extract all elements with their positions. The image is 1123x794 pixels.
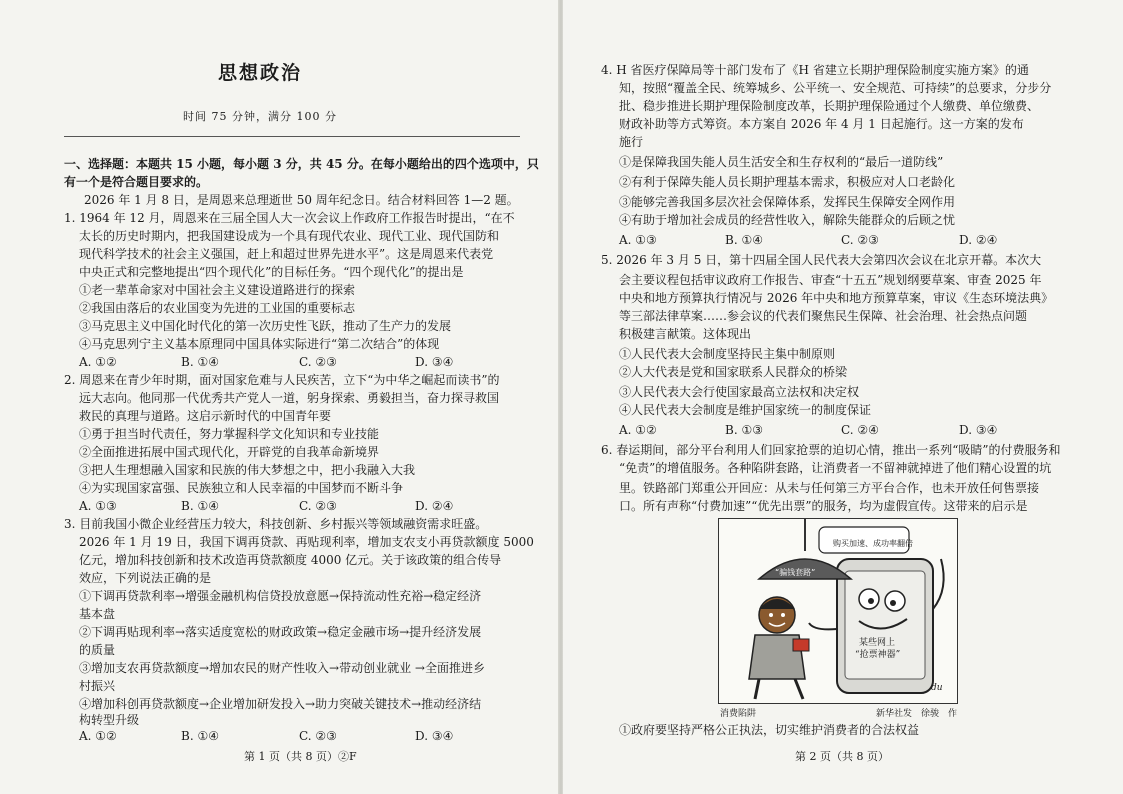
question-item: ③能够完善我国多层次社会保障体系，发挥民生保障安全网作用 bbox=[619, 195, 956, 209]
question-stem: 6. 春运期间，部分平台利用人们回家抢票的迫切心情，推出一系列“吸睛”的付费服务和 bbox=[601, 443, 1061, 457]
page-title: 思想政治 bbox=[217, 62, 302, 84]
option-c[interactable]: C. ②③ bbox=[299, 499, 337, 513]
option-b[interactable]: B. ①④ bbox=[181, 729, 219, 743]
question-stem: 1. 1964 年 12 月，周恩来在三届全国人大一次会议上作政府工作报告时提出，“在不 bbox=[64, 211, 515, 225]
option-d[interactable]: D. ③④ bbox=[415, 355, 454, 369]
question-item: ④人民代表大会制度是维护国家统一的制度保证 bbox=[619, 403, 872, 417]
option-a[interactable]: A. ①② bbox=[619, 423, 657, 437]
option-b[interactable]: B. ①④ bbox=[725, 233, 763, 247]
question-item: ①人民代表大会制度坚持民主集中制原则 bbox=[619, 347, 836, 361]
question-item: 构转型升级 bbox=[79, 713, 140, 727]
speech-text: 购买加速、成功率翻倍 bbox=[833, 539, 913, 548]
question-stem: 积极建言献策。这体现出 bbox=[619, 327, 752, 341]
question-item: ②我国由落后的农业国变为先进的工业国的重要标志 bbox=[79, 301, 356, 315]
question-item: ①下调再贷款利率→增强金融机构信贷投放意愿→保持流动性充裕→稳定经济 bbox=[79, 589, 482, 603]
option-a[interactable]: A. ①③ bbox=[619, 233, 657, 247]
option-a[interactable]: A. ①② bbox=[79, 729, 117, 743]
phone-arm bbox=[933, 559, 944, 609]
cartoon-credit: 新华社发 徐骏 作 bbox=[876, 709, 958, 719]
divider bbox=[64, 136, 520, 137]
exam-time-info: 时间 75 分钟，满分 100 分 bbox=[183, 110, 337, 123]
option-c[interactable]: C. ②④ bbox=[841, 423, 879, 437]
material-intro: 2026 年 1 月 8 日，是周恩来总理逝世 50 周年纪念日。结合材料回答 1—2 题。 bbox=[84, 193, 519, 207]
question-stem: 现代科学技术的社会主义强国，赶上和超过世界先进水平”。这是周恩来代表党 bbox=[79, 247, 494, 261]
question-item: ②有利于保障失能人员长期护理基本需求，积极应对人口老龄化 bbox=[619, 175, 956, 189]
question-stem: 远大志向。他同那一代优秀共产党人一道，躬身探索、勇毅担当，奋力探寻救国 bbox=[79, 391, 500, 405]
artist-signature: du bbox=[931, 683, 943, 693]
lamp-label: “骗钱套路” bbox=[775, 568, 816, 577]
option-d[interactable]: D. ②④ bbox=[415, 499, 454, 513]
question-stem: 2. 周恩来在青少年时期，面对国家危难与人民疾苦，立下“为中华之崛起而读书”的 bbox=[64, 373, 500, 387]
section-header-line: 有一个是符合题目要求的。 bbox=[64, 175, 209, 189]
question-stem: 亿元，增加科技创新和技术改造再贷款额度 4000 亿元。关于该政策的组合传导 bbox=[79, 553, 502, 567]
question-item: ①政府要坚持严格公正执法，切实维护消费者的合法权益 bbox=[619, 723, 920, 737]
question-item: ④增加科创再贷款额度→企业增加研发投入→助力突破关键技术→推动经济结 bbox=[79, 697, 482, 711]
question-stem: “免责”的增值服务。各种陷阱套路，让消费者一不留神就掉进了他们精心设置的坑 bbox=[619, 461, 1052, 475]
question-item: ④为实现国家富强、民族独立和人民幸福的中国梦而不断斗争 bbox=[79, 481, 404, 495]
question-stem: 5. 2026 年 3 月 5 日，第十四届全国人民代表大会第四次会议在北京开幕。本次大 bbox=[601, 253, 1042, 267]
question-stem: 口。所有声称“付费加速”“优先出票”的服务，均为虚假宣传。这带来的启示是 bbox=[619, 499, 1028, 513]
option-c[interactable]: C. ②③ bbox=[299, 355, 337, 369]
phone-screen bbox=[845, 571, 925, 679]
question-item: ①是保障我国失能人员生活安全和生存权利的“最后一道防线” bbox=[619, 155, 944, 169]
cartoon-illustration bbox=[718, 518, 958, 704]
phone-label: “抢票神器” bbox=[855, 650, 901, 660]
question-item: 村振兴 bbox=[79, 679, 116, 693]
question-item: ③增加支农再贷款额度→增加农民的财产性收入→带动创业就业 →全面推进乡 bbox=[79, 661, 485, 675]
question-stem: 4. H 省医疗保障局等十部门发布了《H 省建立长期护理保险制度实施方案》的通 bbox=[601, 63, 1029, 77]
option-c[interactable]: C. ②③ bbox=[299, 729, 337, 743]
question-item: ③人民代表大会行使国家最高立法权和决定权 bbox=[619, 385, 860, 399]
option-b[interactable]: B. ①④ bbox=[181, 355, 219, 369]
question-stem: 救民的真理与道路。这启示新时代的中国青年要 bbox=[79, 409, 332, 423]
option-c[interactable]: C. ②③ bbox=[841, 233, 879, 247]
question-stem: 施行 bbox=[619, 135, 644, 149]
question-item: ①勇于担当时代责任，努力掌握科学文化知识和专业技能 bbox=[79, 427, 380, 441]
left-page bbox=[0, 0, 560, 794]
question-item: 基本盘 bbox=[79, 607, 116, 621]
question-item: ①老一辈革命家对中国社会主义建设道路进行的探索 bbox=[79, 283, 356, 297]
question-item: ③把人生理想融入国家和民族的伟大梦想之中，把小我融入大我 bbox=[79, 463, 416, 477]
question-item: ②人大代表是党和国家联系人民群众的桥梁 bbox=[619, 365, 848, 379]
question-stem: 效应，下列说法正确的是 bbox=[79, 571, 212, 585]
question-stem: 太长的历史时期内，把我国建设成为一个具有现代农业、现代工业、现代国防和 bbox=[79, 229, 500, 243]
option-a[interactable]: A. ①② bbox=[79, 355, 117, 369]
question-stem: 中央和地方预算执行情况与 2026 年中央和地方预算草案，审议《生态环境法典》 bbox=[619, 291, 1054, 305]
option-d[interactable]: D. ②④ bbox=[959, 233, 998, 247]
question-item: ④马克思列宁主义基本原理同中国具体实际进行“第二次结合”的体现 bbox=[79, 337, 440, 351]
option-b[interactable]: B. ①④ bbox=[181, 499, 219, 513]
question-stem: 会主要议程包括审议政府工作报告、审查“十五五”规划纲要草案、审查 2025 年 bbox=[619, 273, 1042, 287]
option-d[interactable]: D. ③④ bbox=[415, 729, 454, 743]
page-footer: 第 1 页（共 8 页）②F bbox=[244, 750, 357, 763]
question-item: 的质量 bbox=[79, 643, 116, 657]
question-stem: 知，按照“覆盖全民、统筹城乡、公平统一、安全规范、可持续”的总要求，分步分 bbox=[619, 81, 1052, 95]
wallet bbox=[793, 639, 809, 651]
question-stem: 财政补助等方式筹资。本方案自 2026 年 4 月 1 日起施行。这一方案的发布 bbox=[619, 117, 1024, 131]
option-b[interactable]: B. ①③ bbox=[725, 423, 763, 437]
section-header-line: 一、选择题：本题共 15 小题，每小题 3 分，共 45 分。在每小题给出的四个选项中，只 bbox=[64, 157, 539, 171]
phone-label: 某些网上 bbox=[859, 638, 896, 648]
question-stem: 中央正式和完整地提出“四个现代化”的目标任务。“四个现代化”的提出是 bbox=[79, 265, 464, 279]
question-item: ②下调再贴现利率→落实适度宽松的财政政策→稳定金融市场→提升经济发展 bbox=[79, 625, 482, 639]
question-stem: 2026 年 1 月 19 日，我国下调再贷款、再贴现利率，增加支农支小再贷款额度 5000 bbox=[79, 535, 534, 549]
question-stem: 批、稳步推进长期护理保险制度改革，长期护理保险通过个人缴费、单位缴费、 bbox=[619, 99, 1040, 113]
question-stem: 等三部法律草案……参会议的代表们聚焦民生保障、社会治理、社会热点问题 bbox=[619, 309, 1028, 323]
question-stem: 3. 目前我国小微企业经营压力较大，科技创新、乡村振兴等领域融资需求旺盛。 bbox=[64, 517, 488, 531]
option-d[interactable]: D. ③④ bbox=[959, 423, 998, 437]
question-item: ④有助于增加社会成员的经营性收入，解除失能群众的后顾之忧 bbox=[619, 213, 956, 227]
question-item: ③马克思主义中国化时代化的第一次历史性飞跃，推动了生产力的发展 bbox=[79, 319, 452, 333]
question-item: ②全面推进拓展中国式现代化，开辟党的自我革命新境界 bbox=[79, 445, 380, 459]
page-footer: 第 2 页（共 8 页） bbox=[795, 750, 889, 763]
phone-arm bbox=[809, 623, 837, 629]
option-a[interactable]: A. ①③ bbox=[79, 499, 117, 513]
cartoon-caption: 消费陷阱 bbox=[720, 709, 757, 719]
question-stem: 里。铁路部门郑重公开回应：从未与任何第三方平台合作，也未开放任何售票接 bbox=[619, 481, 1040, 495]
